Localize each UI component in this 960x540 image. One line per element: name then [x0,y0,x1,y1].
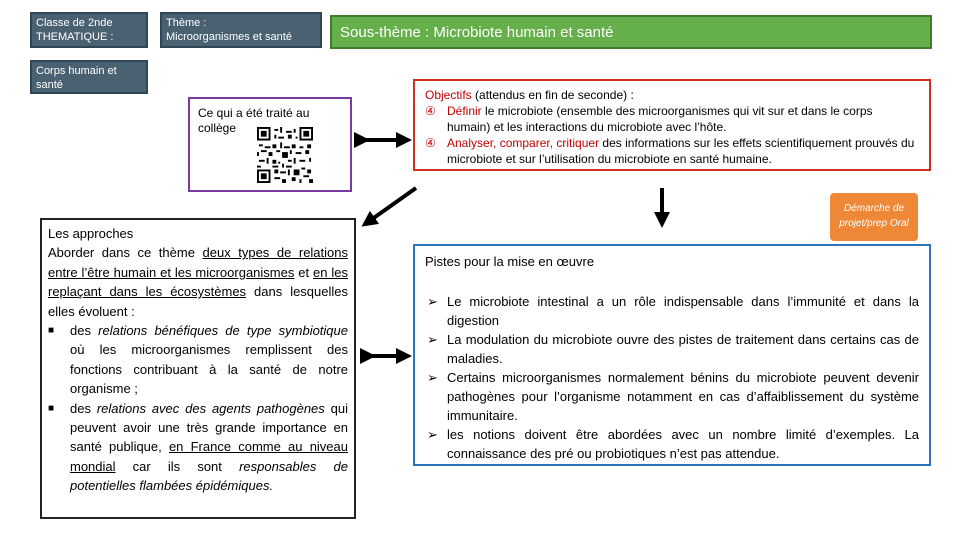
body-theme-label: Corps humain et santé [36,65,117,91]
objectif-text: des informations sur les effets scientifiquement prouvés du microbiote et sur l’utilisation du microbiote en santé humaine. [447,136,915,166]
subtheme-title: Sous-thème : Microbiote humain et santé [340,24,614,41]
theme-value: Microorganismes et santé [166,31,292,43]
approches-title: Les approches [48,226,134,241]
thematique-line: THEMATIQUE : [36,31,114,43]
arrow-bullet-icon: ➢ [427,370,438,385]
arrow-bullet-icon: ➢ [427,332,438,347]
approche-bullet: ■ des relations avec des agents pathogènes qui peuvent avoir une très grande importance en santé publique, en France comme au niveau mondial car ils sont responsables de potentielles flambées épidémiques. [48,400,349,494]
demarche-label: Démarche de projet/prep Oral [839,203,909,229]
piste-item: ➢ Le microbiote intestinal a un rôle indispensable dans l’immunité et dans la digestion [427,294,919,328]
class-line: Classe de 2nde [36,17,113,29]
piste-item: ➢ La modulation du microbiote ouvre des pistes de traitement dans certains cas de maladies. [427,332,919,366]
objectifs-subtitle: (attendus en fin de seconde) : [471,88,634,102]
arrow-bullet-icon: ➢ [427,294,438,309]
circled-four-icon: ④ [425,104,436,118]
objectif-text: le microbiote (ensemble des microorganismes qui vit sur et dans le corps humain) et les interactions du microbiote avec l’hôte. [447,104,873,134]
pistes-title: Pistes pour la mise en œuvre [425,254,595,269]
objectif-verb: Définir [447,104,482,118]
diagonal-arrow [368,188,416,222]
theme-line: Thème : [166,17,207,29]
approches-intro: Aborder dans ce thème deux types de relations entre l’être humain et les microorganismes et en les replaçant dans les écosystèmes dans lesquelles elles évoluent : [48,245,349,319]
objectif-verb: Analyser, comparer, critiquer [447,136,600,150]
piste-item: ➢ Certains microorganismes normalement bénins du microbiote peuvent devenir pathogènes pour l’organisme notamment en cas d’affaiblissement du système immunitaire. [427,370,919,423]
college-text: Ce qui a été traité au collège [198,106,310,135]
circled-four-icon: ④ [425,136,436,150]
square-bullet-icon: ■ [48,325,55,337]
piste-item: ➢ les notions doivent être abordées avec un nombre limité d’exemples. La connaissance des pré ou probiotiques n’est pas attendue. [427,427,919,461]
square-bullet-icon: ■ [48,402,55,414]
arrow-bullet-icon: ➢ [427,427,438,442]
approche-bullet: ■ des relations bénéfiques de type symbiotique où les microorganismes remplissent des fonctions contribuant à la santé de notre organisme ; [48,323,348,397]
objectifs-label: Objectifs [425,88,472,102]
